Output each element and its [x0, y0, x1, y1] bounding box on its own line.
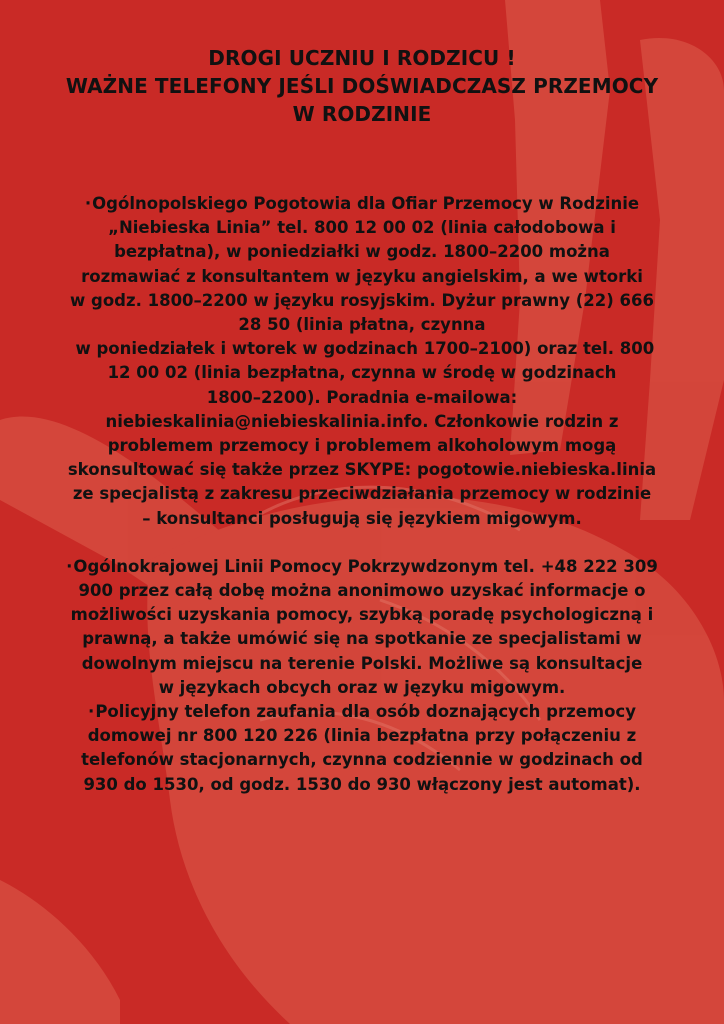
- text-line: ·Ogólnopolskiego Pogotowia dla Ofiar Przemocy w Rodzinie: [84, 194, 640, 213]
- bullet: ·: [88, 702, 95, 722]
- paragraph-policyjny-telefon: [32, 700, 692, 797]
- title-line: W RODZINIE: [292, 102, 432, 126]
- paragraph-spacer: [32, 531, 692, 555]
- text-line: – konsultanci posługują się językiem migowym.: [142, 508, 582, 528]
- text-line: w językach obcych oraz w języku migowym.: [158, 677, 566, 697]
- text-line: „Niebieska Linia” tel. 800 12 00 02 (linia całodobowa i: [108, 218, 616, 238]
- text-line: ·Ogólnokrajowej Linii Pomocy Pokrzywdzonym tel. +48 222 309: [66, 556, 658, 576]
- email-address-line: niebieskalinia@niebieskalinia.info. Członkowie rodzin z: [105, 411, 619, 431]
- text-line: 900 przez całą dobę można anonimowo uzyskać informacje o: [78, 581, 646, 601]
- text-line: możliwości uzyskania pomocy, szybką poradę psychologiczną i: [70, 605, 654, 625]
- page-title: [32, 44, 692, 128]
- text-line: w godz. 1800–2200 w języku rosyjskim. Dyżur prawny (22) 666: [70, 290, 654, 310]
- document-body: [32, 192, 692, 797]
- title-line: WAŻNE TELEFONY JEŚLI DOŚWIADCZASZ PRZEMOCY: [65, 74, 659, 98]
- bullet: ·: [66, 556, 73, 576]
- bullet: ·: [84, 194, 92, 213]
- text-line: ze specjalistą z zakresu przeciwdziałania przemocy w rodzinie: [72, 484, 652, 504]
- text-line: bezpłatna), w poniedziałki w godz. 1800–2200 można: [114, 242, 610, 262]
- text-line: problemem przemocy i problemem alkoholowym mogą: [107, 436, 617, 456]
- text-line: 1800–2200). Poradnia e-mailowa:: [206, 387, 518, 407]
- text-line: prawną, a także umówić się na spotkanie ze specjalistami w: [82, 629, 642, 649]
- text-line: skonsultować się także przez SKYPE: pogotowie.niebieska.linia: [67, 460, 657, 480]
- paragraph-pokrzywdzonym: [32, 555, 692, 700]
- text-line: dowolnym miejscu na terenie Polski. Możliwe są konsultacje: [81, 653, 643, 673]
- text-line: rozmawiać z konsultantem w języku angielskim, a we wtorki: [81, 266, 643, 286]
- paragraph-niebieska-linia: [32, 192, 692, 531]
- text-line: domowej nr 800 120 226 (linia bezpłatna przy połączeniu z: [87, 726, 637, 746]
- text-line: 930 do 1530, od godz. 1530 do 930 włączony jest automat).: [83, 774, 641, 794]
- text-line: ·Policyjny telefon zaufania dla osób doznających przemocy: [88, 702, 636, 722]
- text-line: telefonów stacjonarnych, czynna codziennie w godzinach od: [81, 750, 643, 770]
- text-line: 28 50 (linia płatna, czynna: [238, 315, 486, 335]
- title-line: DROGI UCZNIU I RODZICU !: [208, 46, 516, 70]
- text-line: w poniedziałek i wtorek w godzinach 1700–2100) oraz tel. 800: [69, 339, 655, 359]
- text-line: 12 00 02 (linia bezpłatna, czynna w środę w godzinach: [107, 363, 617, 383]
